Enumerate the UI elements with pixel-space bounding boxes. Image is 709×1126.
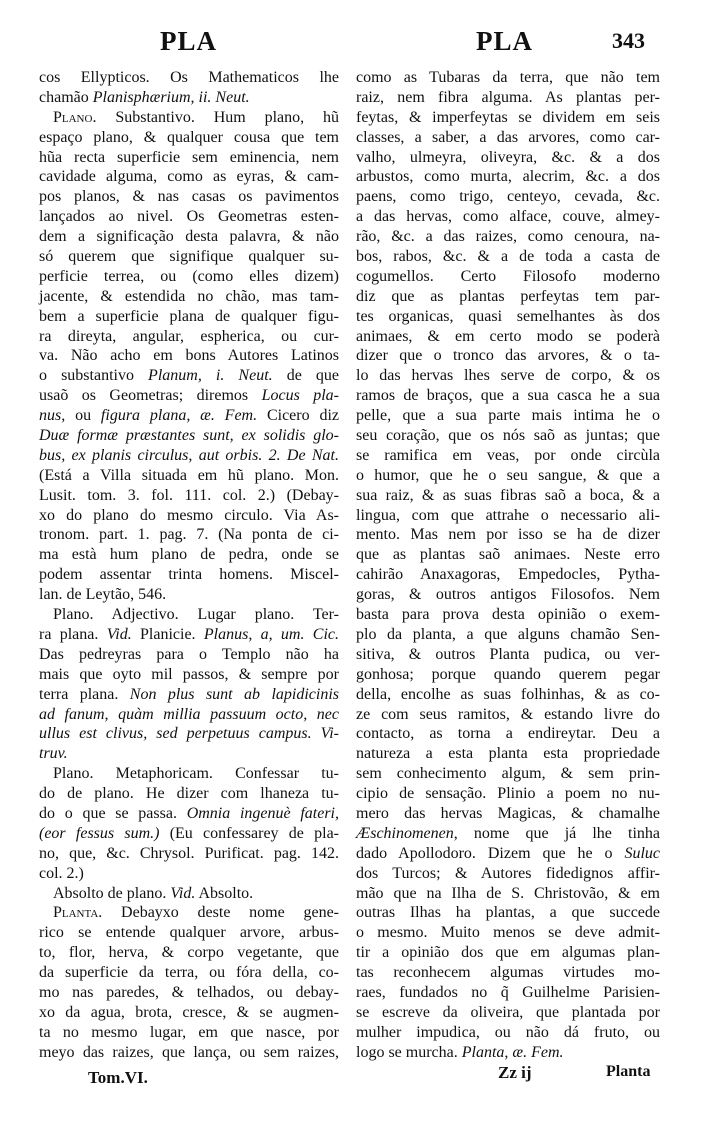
italic-run: Planta, æ. Fem. (461, 1043, 564, 1061)
italic-run: figura plana, æ. Fem. (100, 407, 258, 425)
text-line (356, 426, 660, 446)
text-line (356, 625, 660, 645)
text-run: de que (272, 367, 339, 385)
text-line (39, 525, 339, 545)
text-run: Lusit. tom. 3. fol. 111. col. 2.) (Debay- (39, 486, 339, 504)
text-run: contacto, as torna a endireytar. Deu a (356, 725, 660, 743)
text-run: (Está a Villa situada em hũ plano. Mon. (39, 466, 339, 484)
text-run: col. 2.) (39, 864, 84, 882)
text-run: tes organicas, quasi semelhantes às dos (356, 307, 660, 325)
text-line (39, 466, 339, 486)
text-line (39, 1003, 339, 1023)
text-run: tas reconhecem algumas virtudes mo- (356, 964, 660, 982)
italic-run: (eor fessus sum.) (39, 824, 160, 842)
text-run: dos Turcos; & Autores fidedignos affir- (356, 864, 660, 882)
text-line (356, 963, 660, 983)
text-run: mulher impudica, ou não dá fruto, ou (356, 1023, 660, 1041)
italic-run: Planisphærium, ii. Neut. (92, 88, 250, 106)
text-line (356, 903, 660, 923)
text-run: Cicero diz (257, 407, 340, 425)
text-line (39, 68, 339, 88)
text-run: gonhosa; porque quando querem pegar (356, 665, 660, 683)
text-run: , nome que já lhe tinha (453, 824, 660, 842)
text-run: bos, rabos, &c. & a de toda a casta de (356, 248, 660, 266)
text-run: usaõ os Geometras; diremos (39, 387, 262, 405)
text-line (356, 923, 660, 943)
text-run: lo das hervas lhes serve de corpo, & os (356, 367, 660, 385)
catchword: Planta (606, 1063, 651, 1080)
text-run: cogumellos. Certo Filosofo moderno (356, 267, 660, 285)
text-run: va. Não acho em bons Autores Latinos (39, 347, 339, 365)
text-run: xo da agua, brota, cresce, & se augmen- (39, 1003, 339, 1021)
italic-run: nus (39, 407, 62, 425)
text-line (356, 486, 660, 506)
text-line (356, 466, 660, 486)
text-line (39, 605, 339, 625)
text-run: mais que oyto mil passos, & sempre por (39, 665, 339, 683)
text-line (356, 1043, 660, 1063)
text-line (39, 784, 339, 804)
text-line (39, 167, 339, 187)
text-run: xo do plano do mesmo circulo. Via As- (39, 506, 339, 524)
text-run: outras Ilhas ha plantas, a que succede (356, 904, 660, 922)
text-run: rico se entende qualquer arvore, arbus- (39, 924, 339, 942)
text-line (356, 167, 660, 187)
text-run: hũa recta superficie sem eminencia, nem (39, 148, 339, 166)
text-run: paens, como trigo, centeyo, cevada, &c. (356, 188, 660, 206)
text-line (39, 844, 339, 864)
text-line (39, 963, 339, 983)
text-line (39, 267, 339, 287)
text-run: perficie terrea, ou (como elles dizem) (39, 267, 339, 285)
text-line (39, 346, 339, 366)
text-line (39, 486, 339, 506)
text-line (39, 187, 339, 207)
text-line (356, 406, 660, 426)
text-run: sem conhecimento algum, & sem prin- (356, 765, 660, 783)
text-line (39, 665, 339, 685)
text-run: cipio de sensação. Plinio a poem no nu- (356, 785, 660, 803)
text-line (356, 227, 660, 247)
text-run: Das pedreyras para o Templo não ha (39, 645, 339, 663)
text-line (356, 307, 660, 327)
text-line (356, 705, 660, 725)
text-run: logo se murcha. (356, 1043, 462, 1061)
text-line (356, 545, 660, 565)
text-line (356, 565, 660, 585)
text-line (356, 864, 660, 884)
text-run: meyo das raizes, que lança, ou sem raizes, (39, 1043, 339, 1061)
text-line (356, 506, 660, 526)
text-line (356, 943, 660, 963)
text-line (356, 148, 660, 168)
text-run: Planicie. (131, 625, 204, 643)
text-line (39, 406, 339, 426)
text-line (39, 207, 339, 227)
text-run: podem assentar trinta homens. Miscel- (39, 566, 339, 584)
text-run: dizer que o tronco das arvores, & o ta- (356, 347, 660, 365)
text-run: dado Apollodoro. Dizem que he o (356, 844, 625, 862)
text-line (356, 386, 660, 406)
running-head-left: PLA (160, 26, 217, 56)
text-run: o mesmo. Muito menos se deve admit- (356, 924, 660, 942)
text-line (39, 247, 339, 267)
text-line (39, 1023, 339, 1043)
text-line (39, 128, 339, 148)
text-run: valho, ulmeyra, oliveyra, &c. & a dos (356, 148, 660, 166)
headword: Planta (53, 904, 99, 922)
italic-run: Planus, a, um. Cic. (203, 625, 340, 643)
text-line (356, 804, 660, 824)
text-line (39, 446, 339, 466)
signature-mark: Zz ij (498, 1063, 532, 1082)
text-run: animaes, & em certo modo se poderà (356, 327, 660, 345)
text-run: a das hervas, como alface, couve, almey- (356, 208, 660, 226)
text-line (39, 307, 339, 327)
text-line (356, 366, 660, 386)
text-run: terra plana. (39, 685, 130, 703)
text-run: se ramifica em veas, por onde circùla (356, 446, 660, 464)
text-line (39, 923, 339, 943)
text-line (39, 724, 339, 744)
text-run: jacente, & estendida no chão, mas tam- (39, 287, 339, 305)
text-line (39, 705, 339, 725)
italic-run: Planum, i. Neut. (148, 367, 273, 385)
text-line (356, 287, 660, 307)
text-run: , ou (61, 407, 101, 425)
text-line (39, 804, 339, 824)
text-run: raes, fundados no q̃ Guilhelme Parisien- (356, 983, 660, 1001)
text-run: mero das hervas Magicas, & chamalhe (356, 804, 660, 822)
text-run: (Eu confessarey de pla- (159, 824, 339, 842)
text-run: dem a significação desta palavra, & não (39, 228, 339, 246)
text-run: lançados ao nivel. Os Geometras esten- (39, 208, 339, 226)
headword: Plano (53, 108, 93, 126)
text-run: sitiva, & outros Planta pudica, ou ver- (356, 645, 660, 663)
text-line (356, 128, 660, 148)
text-line (356, 824, 660, 844)
text-line (39, 983, 339, 1003)
text-run: rão, &c. a das raizes, como cenoura, na- (356, 228, 660, 246)
text-line (356, 525, 660, 545)
text-line (356, 884, 660, 904)
text-run: seu coração, que os nós saõ as juntas; que (356, 427, 660, 445)
text-run: no, que, &c. Chrysol. Purificat. pag. 142. (39, 844, 339, 862)
text-run: como as Tubaras da terra, que não tem (356, 69, 660, 86)
text-line (39, 884, 339, 904)
page-number: 343 (612, 28, 645, 53)
running-head-right: PLA (476, 26, 533, 56)
text-run: cos Ellypticos. Os Mathematicos lhe (39, 69, 339, 86)
text-run: tir a opinião dos que em algumas plan- (356, 944, 660, 962)
text-line (356, 844, 660, 864)
text-run: Plano. Adjectivo. Lugar plano. Ter- (53, 606, 339, 624)
text-run: natureza a esta planta esta propriedade (356, 745, 660, 763)
text-run: só querem que signifique qualquer su- (39, 248, 339, 266)
text-run: lan. de Leytão, 546. (39, 586, 167, 604)
text-line (356, 983, 660, 1003)
text-line (356, 108, 660, 128)
text-run: diz que as plantas perfeytas tem par- (356, 287, 660, 305)
text-run: chamão (39, 88, 93, 106)
text-line (39, 327, 339, 347)
text-run: della, encolhe as suas folhinhas, & as co- (356, 685, 660, 703)
text-run: classes, a saber, a das arvores, como car- (356, 128, 660, 146)
text-run: bem a superficie plana de qualquer figu- (39, 307, 339, 325)
italic-run: ad fanum, quàm millia passuum octo, nec (39, 705, 339, 723)
text-run: Absolto de plano. (53, 884, 171, 902)
text-line (39, 764, 339, 784)
italic-run: truv. (39, 745, 68, 763)
text-line (39, 565, 339, 585)
text-line (356, 68, 660, 88)
italic-run: ullus est clivus, sed perpetuus campus. Vi- (39, 725, 339, 743)
text-run: ma està hum plano de pedra, onde se (39, 546, 339, 564)
italic-run: Non plus sunt ab lapidicinis (129, 685, 339, 703)
text-line (39, 1043, 339, 1063)
text-run: do de plano. He dizer com lhaneza tu- (39, 785, 339, 803)
text-run: plo da planta, a que alguns chamão Sen- (356, 625, 660, 643)
text-line (39, 227, 339, 247)
text-line (39, 744, 339, 764)
text-run: . Debayxo deste nome gene- (98, 904, 339, 922)
italic-run: bus, ex planis circulus, aut orbis. 2. De Nat. (39, 446, 339, 464)
text-run: cavidade alguma, como as eyras, & cam- (39, 168, 339, 186)
text-run: da superficie da terra, ou fóra della, co- (39, 964, 339, 982)
text-line (356, 744, 660, 764)
text-line (356, 585, 660, 605)
text-run: Plano. Metaphoricam. Confessar tu- (53, 765, 339, 783)
text-run: lingua, com que attrahe o necessario ali- (356, 506, 660, 524)
text-line (39, 148, 339, 168)
text-line (39, 506, 339, 526)
volume-label: Tom.VI. (88, 1068, 148, 1087)
text-run: basta para prova desta opinião o exem- (356, 606, 660, 624)
text-run: pelle, que a sua parte mais intima he o (356, 407, 660, 425)
text-run: feytas, & imperfeytas se dividem em seis (356, 108, 660, 126)
text-run: ra plana. (39, 625, 107, 643)
text-line (39, 88, 339, 108)
text-run: espaço plano, & qualquer cousa que tem (39, 128, 339, 146)
text-run: to, flor, herva, & corpo vegetante, que (39, 944, 339, 962)
text-line (39, 287, 339, 307)
text-run: mão que na Ilha de S. Christovão, & em (356, 884, 660, 902)
italic-run: Omnia ingenuè fateri, (186, 804, 339, 822)
italic-run: Æschinomenen (356, 824, 454, 842)
text-run: que as plantas saõ animaes. Neste erro (356, 546, 660, 564)
text-run: tronom. part. 1. pag. 7. (Na ponta de ci- (39, 526, 339, 544)
text-line (356, 724, 660, 744)
italic-run: Locus pla- (261, 387, 340, 405)
text-line (356, 605, 660, 625)
text-line (39, 645, 339, 665)
text-run: mo nas paredes, & telhados, ou debay- (39, 983, 339, 1001)
text-line (39, 585, 339, 605)
text-line (39, 366, 339, 386)
text-line (39, 864, 339, 884)
text-line (39, 943, 339, 963)
text-line (39, 903, 339, 923)
text-run: o humor, que he o seu sangue, & que a (356, 466, 660, 484)
text-run: ta no mesmo lugar, em que nasce, por (39, 1023, 339, 1041)
text-line (356, 764, 660, 784)
text-line (356, 267, 660, 287)
text-line (39, 386, 339, 406)
text-run: o substantivo (39, 367, 149, 385)
text-line (356, 346, 660, 366)
text-line (39, 824, 339, 844)
left-column (39, 68, 339, 1063)
text-line (39, 108, 339, 128)
text-line (356, 784, 660, 804)
text-run: mento. Mas nem por isso se ha de dizer (356, 526, 660, 544)
text-line (39, 426, 339, 446)
text-run: se escreve da oliveira, que plantada por (356, 1003, 660, 1021)
italic-run: Vid. (170, 884, 196, 902)
text-line (39, 545, 339, 565)
text-run: sua raiz, & as suas fibras saõ a boca, & a (356, 486, 660, 504)
text-line (356, 187, 660, 207)
text-run: . Substantivo. Hum plano, hũ (92, 108, 339, 126)
text-run: Absolto. (195, 884, 254, 902)
italic-run: Duæ formæ præstantes sunt, ex solidis glo- (39, 427, 339, 445)
text-run: pos planos, & nas casas os pavimentos (39, 188, 339, 206)
text-line (39, 685, 339, 705)
text-run: ra direyta, angular, espherica, ou cur- (39, 327, 339, 345)
text-run: arbustos, como murta, alecrim, &c. a dos (356, 168, 660, 186)
text-run: raiz, nem fibra alguma. As plantas per- (356, 88, 660, 106)
text-line (356, 446, 660, 466)
italic-run: Vid. (106, 625, 132, 643)
text-line (356, 685, 660, 705)
text-line (39, 625, 339, 645)
text-line (356, 645, 660, 665)
text-line (356, 1003, 660, 1023)
text-line (356, 327, 660, 347)
italic-run: Suluc (624, 844, 660, 862)
text-line (356, 665, 660, 685)
text-line (356, 247, 660, 267)
text-run: cahirão Anaxagoras, Empedocles, Pytha- (356, 566, 660, 584)
right-column (356, 68, 660, 1063)
text-line (356, 207, 660, 227)
text-line (356, 88, 660, 108)
text-run: ze com seus ramitos, & estando livre do (356, 705, 660, 723)
text-run: goras, & outros antigos Filosofos. Nem (356, 586, 660, 604)
text-line (356, 1023, 660, 1043)
text-run: do o que se passa. (39, 804, 187, 822)
text-run: ramos de braços, que a sua casca he a sua (356, 387, 660, 405)
